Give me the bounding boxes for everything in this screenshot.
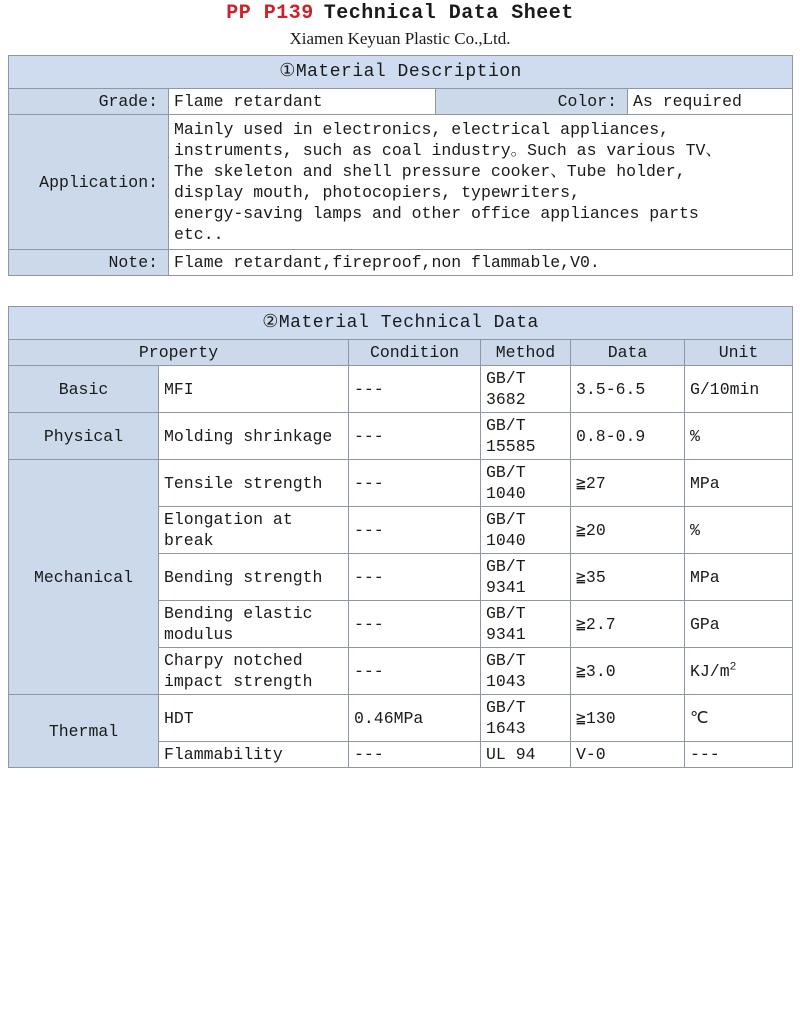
- data-cell: ≧35: [571, 554, 685, 601]
- category-cell: Thermal: [9, 695, 159, 768]
- unit-cell: ℃: [685, 695, 793, 742]
- column-header-unit: Unit: [685, 340, 793, 366]
- column-header-data: Data: [571, 340, 685, 366]
- note-value: Flame retardant,fireproof,non flammable,V0.: [169, 250, 793, 276]
- application-line: Mainly used in electronics, electrical appliances,: [174, 120, 670, 139]
- category-cell: Basic: [9, 366, 159, 413]
- method-cell: GB/T 9341: [481, 554, 571, 601]
- condition-cell: ---: [349, 554, 481, 601]
- method-cell: GB/T 1040: [481, 507, 571, 554]
- table-row: [9, 460, 793, 507]
- table-row: [9, 115, 793, 250]
- property-cell: Molding shrinkage: [159, 413, 349, 460]
- data-cell: ≧27: [571, 460, 685, 507]
- application-value: [169, 115, 793, 250]
- material-description-header: ①Material Description: [9, 56, 793, 89]
- property-cell: MFI: [159, 366, 349, 413]
- unit-cell: %: [685, 507, 793, 554]
- application-line: instruments, such as coal industry。Such as various TV、: [174, 141, 722, 160]
- property-cell: Flammability: [159, 742, 349, 768]
- document-title: Technical Data Sheet: [323, 2, 574, 25]
- category-cell: Mechanical: [9, 460, 159, 695]
- application-label: Application:: [9, 115, 169, 250]
- grade-label: Grade:: [9, 89, 169, 115]
- unit-cell: MPa: [685, 460, 793, 507]
- table-row: [9, 250, 793, 276]
- application-line: The skeleton and shell pressure cooker、Tube holder,: [174, 162, 686, 181]
- color-label: Color:: [436, 89, 628, 115]
- unit-cell: MPa: [685, 554, 793, 601]
- data-cell: ≧3.0: [571, 648, 685, 695]
- unit-cell: GPa: [685, 601, 793, 648]
- table-row: [9, 89, 793, 115]
- condition-cell: ---: [349, 507, 481, 554]
- data-cell: 0.8-0.9: [571, 413, 685, 460]
- application-line: display mouth, photocopiers, typewriters,: [174, 183, 580, 202]
- note-label: Note:: [9, 250, 169, 276]
- table-row: [9, 56, 793, 89]
- application-line: etc..: [174, 225, 224, 244]
- column-header-method: Method: [481, 340, 571, 366]
- condition-cell: 0.46MPa: [349, 695, 481, 742]
- application-line: energy-saving lamps and other office appliances parts: [174, 204, 699, 223]
- condition-cell: ---: [349, 601, 481, 648]
- unit-cell: G/10min: [685, 366, 793, 413]
- method-cell: GB/T 1040: [481, 460, 571, 507]
- data-cell: ≧130: [571, 695, 685, 742]
- category-cell: Physical: [9, 413, 159, 460]
- condition-cell: ---: [349, 460, 481, 507]
- condition-cell: ---: [349, 648, 481, 695]
- unit-cell: ---: [685, 742, 793, 768]
- page-title: [8, 0, 792, 27]
- data-cell: 3.5-6.5: [571, 366, 685, 413]
- data-cell: ≧20: [571, 507, 685, 554]
- unit-cell: %: [685, 413, 793, 460]
- column-header-property: Property: [9, 340, 349, 366]
- property-cell: Tensile strength: [159, 460, 349, 507]
- property-cell: HDT: [159, 695, 349, 742]
- table-row: [9, 413, 793, 460]
- table-row: [9, 307, 793, 340]
- condition-cell: ---: [349, 742, 481, 768]
- technical-data-table: [8, 306, 793, 768]
- method-cell: GB/T 1643: [481, 695, 571, 742]
- material-description-table: [8, 55, 793, 276]
- method-cell: GB/T 9341: [481, 601, 571, 648]
- column-header-condition: Condition: [349, 340, 481, 366]
- method-cell: GB/T 15585: [481, 413, 571, 460]
- table-gap-divider: [8, 276, 792, 306]
- method-cell: GB/T 3682: [481, 366, 571, 413]
- table-row: [9, 695, 793, 742]
- condition-cell: ---: [349, 413, 481, 460]
- condition-cell: ---: [349, 366, 481, 413]
- company-name: Xiamen Keyuan Plastic Co.,Ltd.: [289, 29, 511, 48]
- grade-value: Flame retardant: [169, 89, 436, 115]
- technical-data-header: ②Material Technical Data: [9, 307, 793, 340]
- property-cell: Charpy notched impact strength: [159, 648, 349, 695]
- data-cell: V-0: [571, 742, 685, 768]
- color-value: As required: [628, 89, 793, 115]
- property-cell: Elongation at break: [159, 507, 349, 554]
- property-cell: Bending elastic modulus: [159, 601, 349, 648]
- table-header-row: [9, 340, 793, 366]
- property-cell: Bending strength: [159, 554, 349, 601]
- data-cell: ≧2.7: [571, 601, 685, 648]
- table-row: [9, 366, 793, 413]
- unit-cell: $KJ/m^2$: [685, 648, 793, 695]
- method-cell: GB/T 1043: [481, 648, 571, 695]
- method-cell: UL 94: [481, 742, 571, 768]
- product-code: PP P139: [226, 2, 314, 25]
